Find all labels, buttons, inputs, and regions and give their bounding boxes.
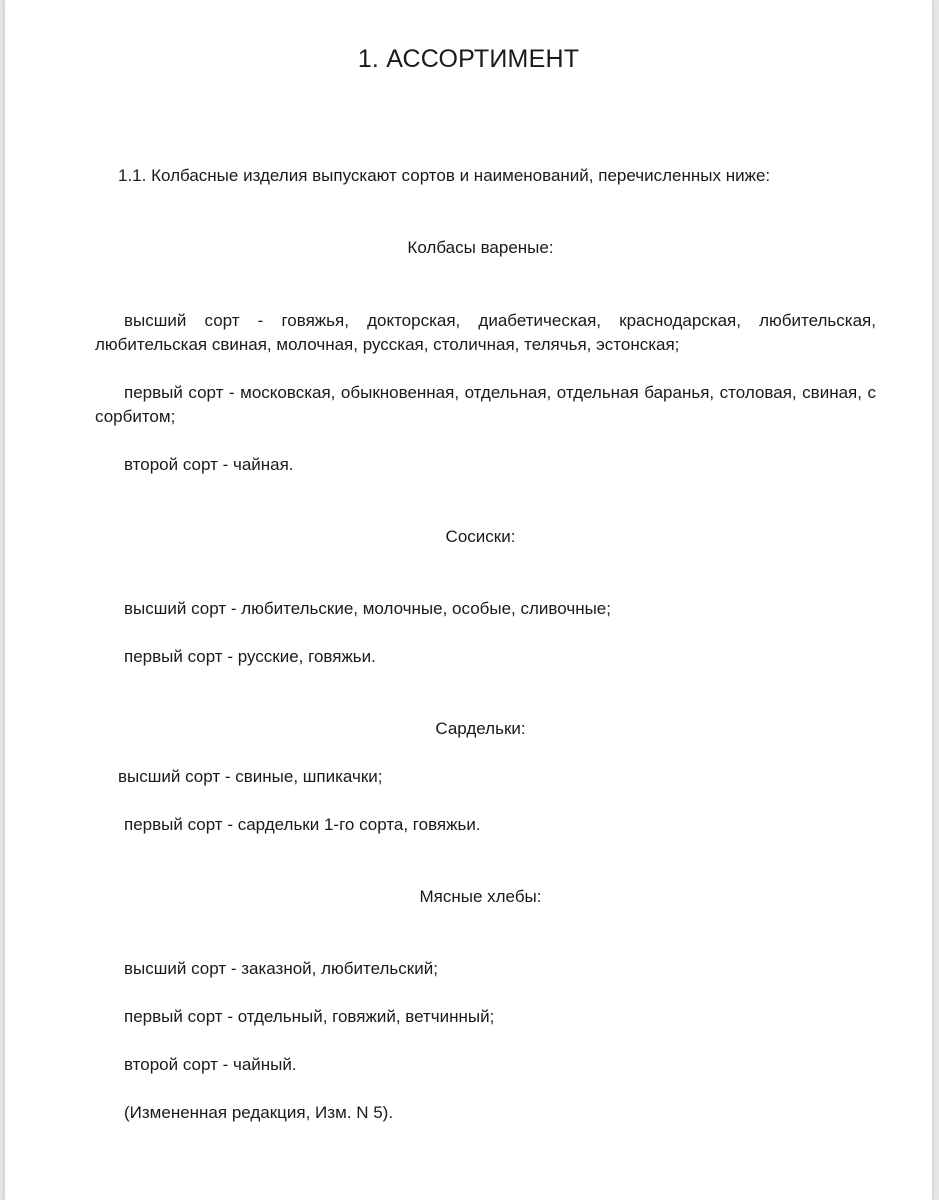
amendment-note: (Измененная редакция, Изм. N 5). xyxy=(124,1103,394,1122)
list-item: высший сорт - говяжья, докторская, диабетическая, краснодарская, любительская, любительская свиная, молочная, русская, столичная, телячья, эстонская; xyxy=(95,311,876,354)
list-item: первый сорт - сардельки 1-го сорта, говяжьи. xyxy=(124,815,481,834)
page-title: 1. АССОРТИМЕНТ xyxy=(357,45,580,73)
list-item: высший сорт - заказной, любительский; xyxy=(124,959,438,978)
list-item: первый сорт - отдельный, говяжий, ветчинный; xyxy=(124,1007,495,1026)
document-page xyxy=(5,0,932,1200)
section-heading-meat-loaves: Мясные хлебы: xyxy=(419,887,542,906)
intro-paragraph: 1.1. Колбасные изделия выпускают сортов и наименований, перечисленных ниже: xyxy=(118,166,771,185)
list-item: первый сорт - русские, говяжьи. xyxy=(124,647,376,666)
list-item: первый сорт - московская, обыкновенная, отдельная, отдельная баранья, столовая, свиная, с сорбитом; xyxy=(95,383,876,426)
list-item: второй сорт - чайный. xyxy=(124,1055,297,1074)
section-heading-frankfurters: Сосиски: xyxy=(445,527,516,546)
section-heading-sardelki: Сардельки: xyxy=(435,719,526,738)
list-item: высший сорт - любительские, молочные, особые, сливочные; xyxy=(124,599,611,618)
section-heading-boiled-sausages: Колбасы вареные: xyxy=(407,238,554,257)
list-item: высший сорт - свиные, шпикачки; xyxy=(118,767,383,786)
list-item: второй сорт - чайная. xyxy=(124,455,294,474)
